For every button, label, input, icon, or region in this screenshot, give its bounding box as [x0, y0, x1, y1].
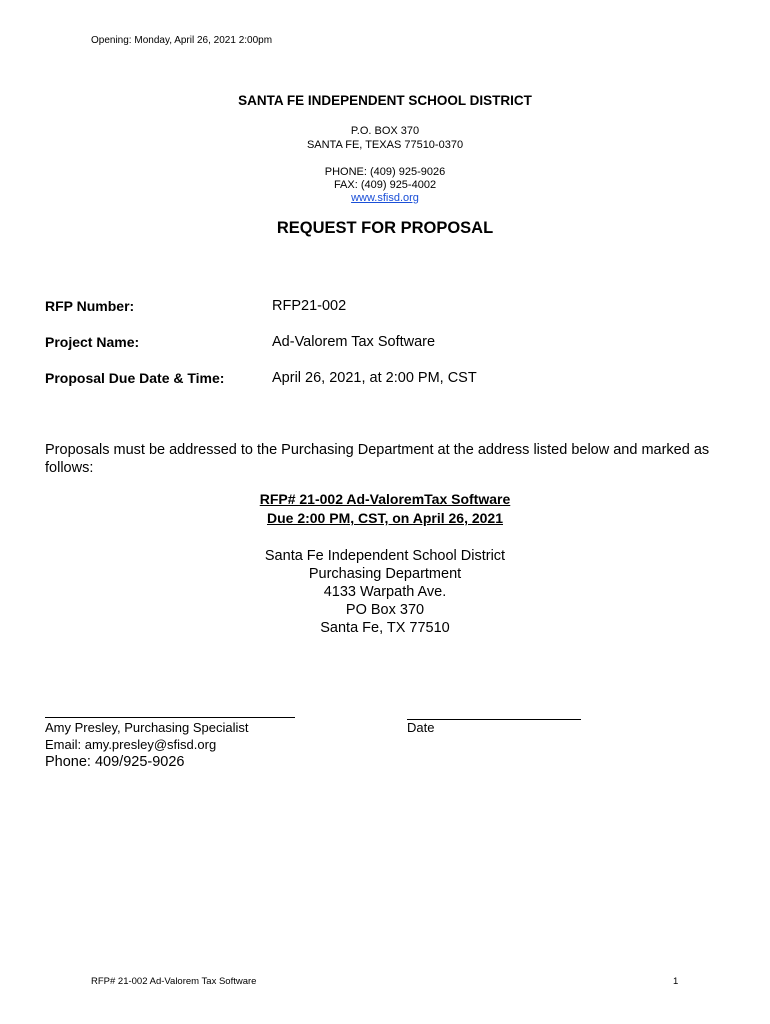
mailing-address-line: Purchasing Department: [308, 566, 462, 582]
due-date-label: Proposal Due Date & Time:: [45, 370, 225, 386]
mailing-address-line: PO Box 370: [345, 602, 425, 618]
signer-phone: Phone: 409/925-9026: [45, 754, 185, 770]
rfp-number-label: RFP Number:: [45, 298, 135, 314]
marking-line-2: Due 2:00 PM, CST, on April 26, 2021: [266, 510, 503, 526]
signer-name: Amy Presley, Purchasing Specialist: [45, 720, 249, 735]
city-state-zip: SANTA FE, TEXAS 77510-0370: [306, 139, 464, 151]
due-date-value: April 26, 2021, at 2:00 PM, CST: [272, 370, 477, 386]
district-website-link[interactable]: www.sfisd.org: [351, 192, 419, 204]
district-fax: FAX: (409) 925-4002: [333, 179, 437, 191]
district-name: SANTA FE INDEPENDENT SCHOOL DISTRICT: [238, 93, 532, 108]
signature-line: [45, 717, 295, 718]
rfp-number-value: RFP21-002: [272, 298, 347, 314]
project-name-value: Ad-Valorem Tax Software: [272, 334, 436, 350]
submission-instructions: Proposals must be addressed to the Purchasing Department at the address listed below and marked as follows:: [45, 442, 710, 476]
page-number: 1: [673, 976, 679, 987]
project-name-label: Project Name:: [45, 334, 140, 350]
page-title: REQUEST FOR PROPOSAL: [276, 219, 494, 237]
signer-email: Email: amy.presley@sfisd.org: [45, 737, 217, 752]
opening-date: Opening: Monday, April 26, 2021 2:00pm: [91, 35, 273, 46]
mailing-address-line: 4133 Warpath Ave.: [323, 584, 447, 600]
mailing-address-line: Santa Fe, TX 77510: [320, 620, 450, 636]
marking-line-1: RFP# 21-002 Ad-ValoremTax Software: [259, 491, 511, 507]
mailing-address-line: Santa Fe Independent School District: [264, 548, 506, 564]
po-box: P.O. BOX 370: [350, 125, 420, 137]
district-phone: PHONE: (409) 925-9026: [324, 166, 446, 178]
date-label: Date: [407, 720, 435, 735]
footer-title: RFP# 21-002 Ad-Valorem Tax Software: [91, 976, 257, 987]
